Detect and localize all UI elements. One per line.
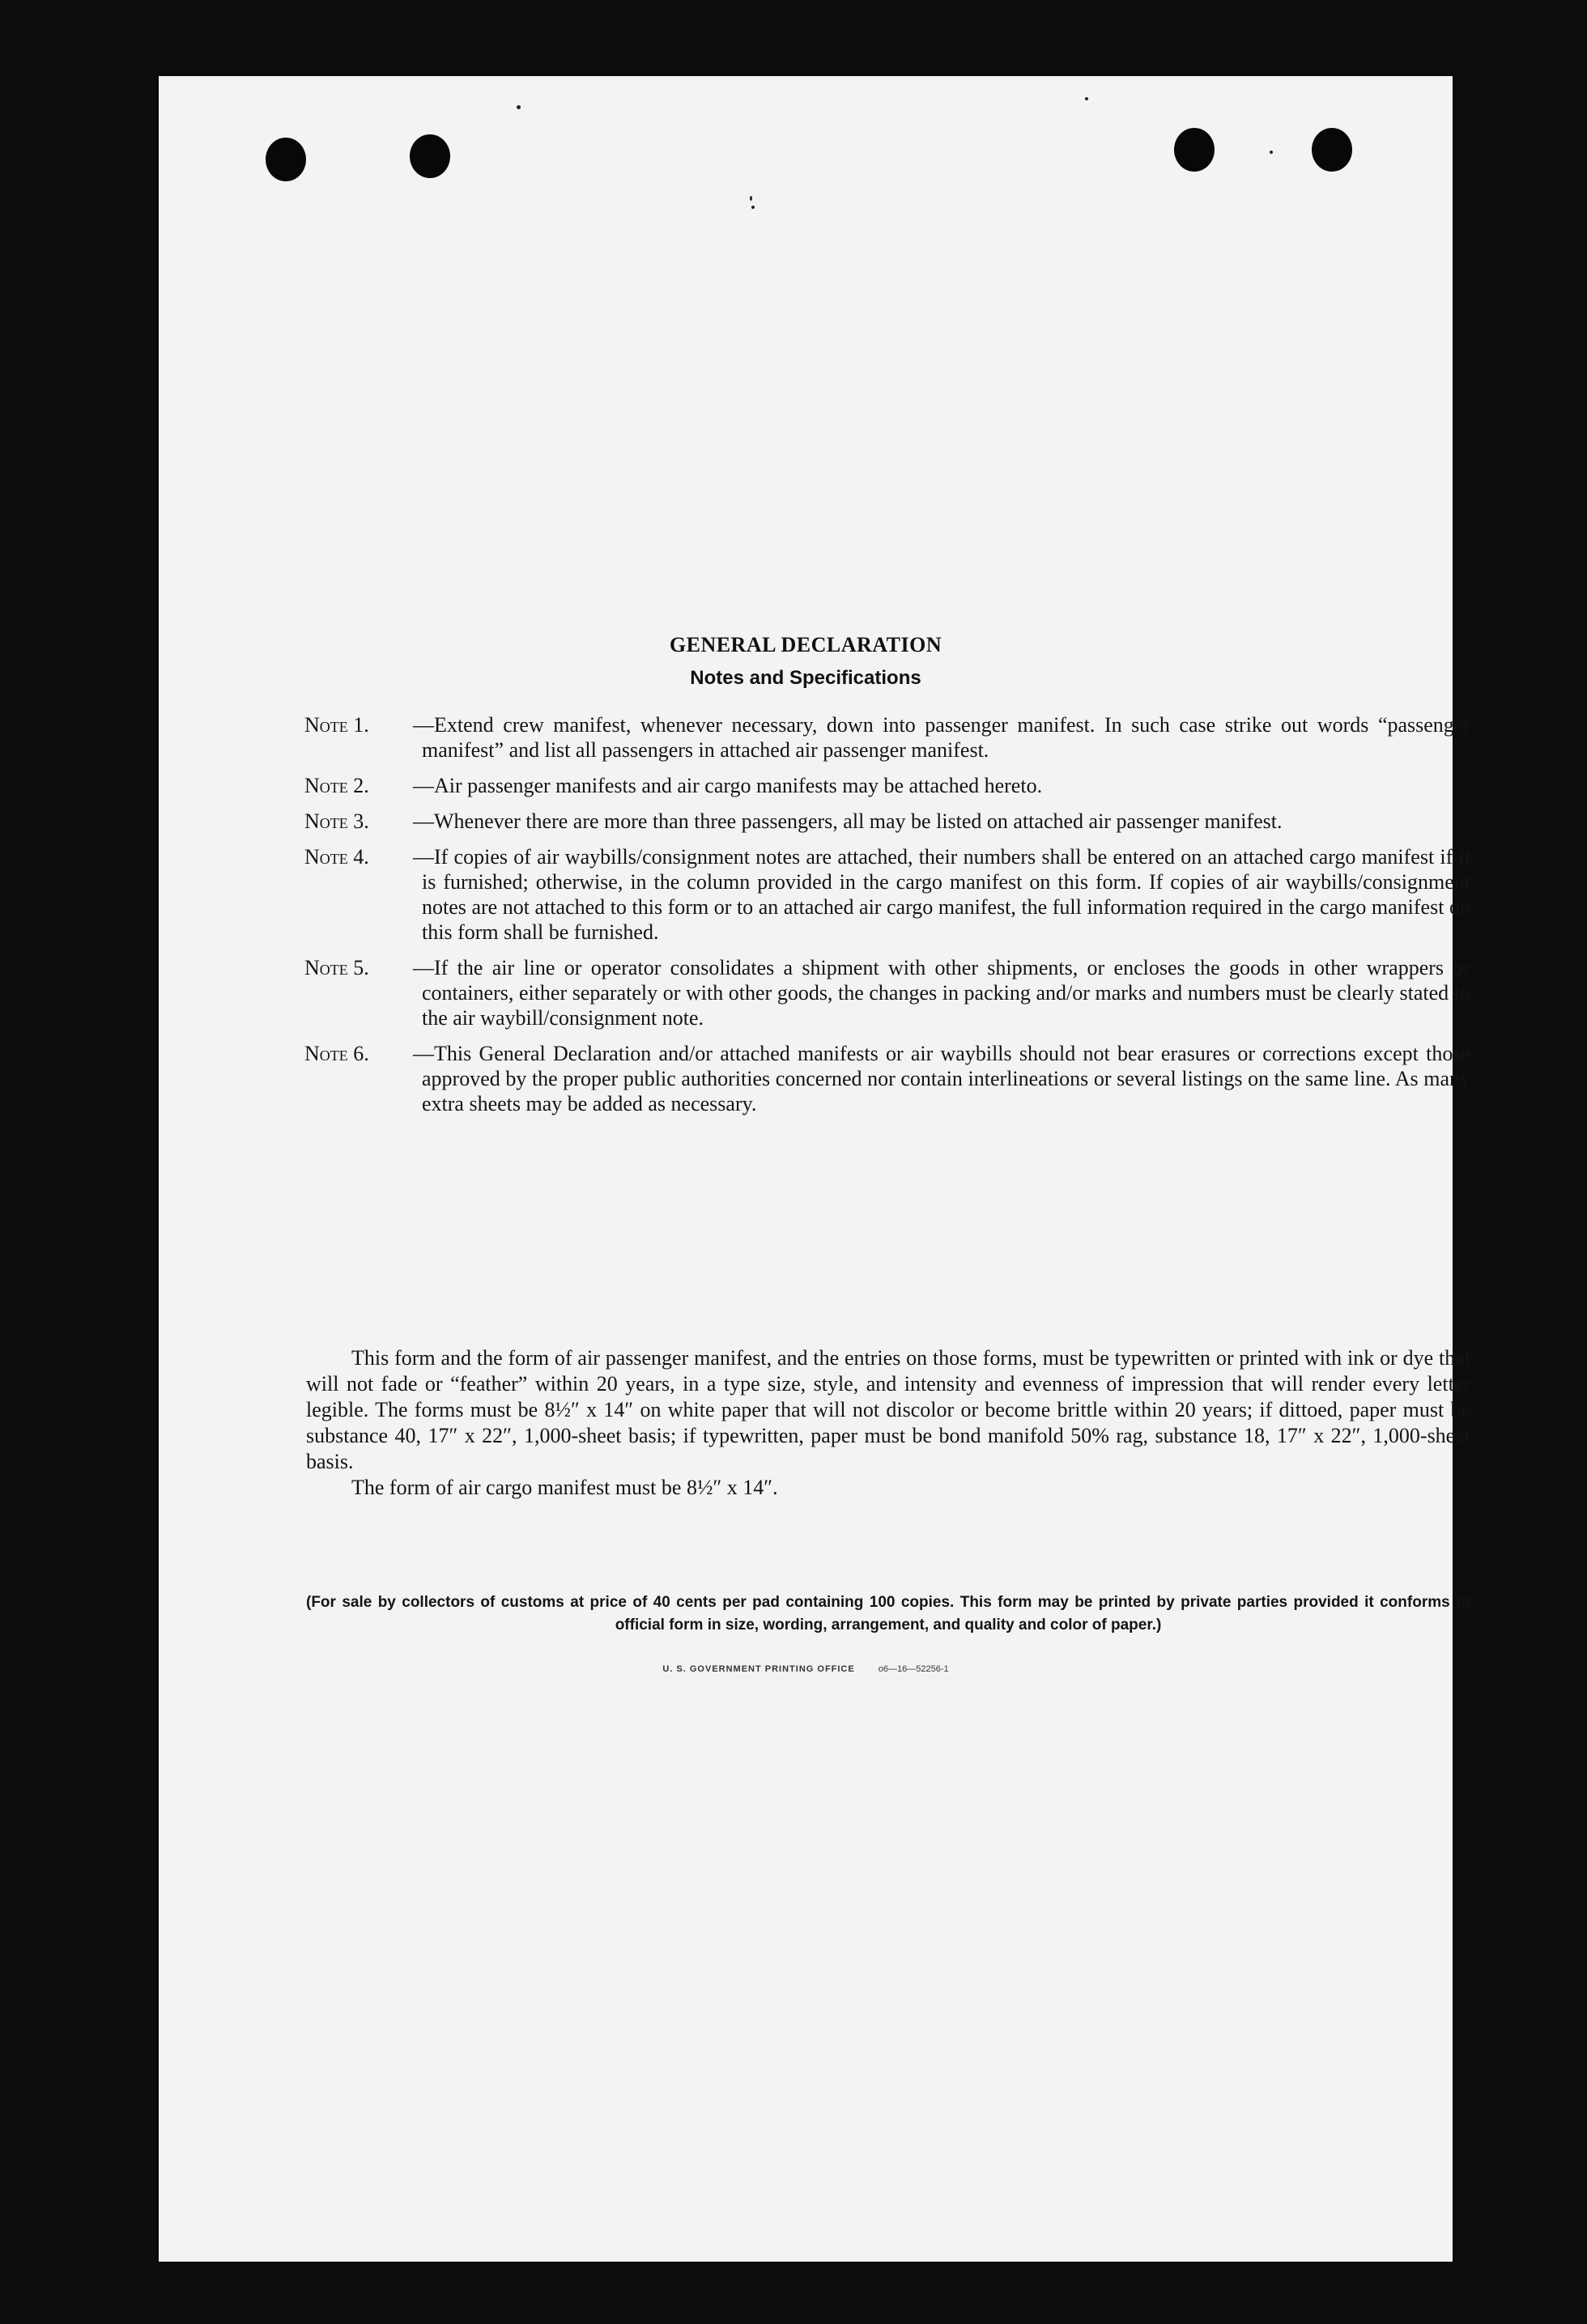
speck [517,105,521,109]
specification-paragraph: This form and the form of air passenger manifest, and the entries on those forms, must be typewritten or printed with ink or dye that will not fade or “feather” within 20 years, in a type size, style, and intensity and evenness of impression that will render every letter legible. The forms must be 8½″ x 14″ on white paper that will not discolor or become brittle within 20 years; if dittoed, paper must be substance 40, 17″ x 22″, 1,000-sheet basis; if typewritten, paper must be bond manifold 50% rag, substance 18, 17″ x 22″, 1,000-sheet basis. [306,1346,1470,1473]
note-label: Note 3. [304,809,369,833]
note-label: Note 1. [304,713,369,737]
document-subtitle: Notes and Specifications [690,667,921,689]
note-text: —Whenever there are more than three passengers, all may be listed on attached air passenger manifest. [413,809,1283,833]
print-code: o6—16—52256-1 [878,1664,949,1674]
punch-hole [1312,128,1352,172]
note-text: —This General Declaration and/or attached manifests or air waybills should not bear erasures or corrections except those approved by the proper public authorities concerned nor contain interlineations or several listings on the same line. As many extra sheets may be added as necessary. [413,1042,1470,1115]
speck [1270,151,1273,154]
note-text: —If the air line or operator consolidates a shipment with other shipments, or encloses the goods in other wrappers or containers, either separately or with other goods, the changes in packing and/or marks and numbers must be clearly stated in the air waybill/consignment note. [413,956,1470,1030]
note-text: —Air passenger manifests and air cargo manifests may be attached hereto. [413,774,1043,797]
note-label: Note 6. [304,1042,369,1065]
speck [750,196,752,201]
punch-hole [1174,128,1215,172]
note-label: Note 4. [304,845,369,869]
speck [1085,97,1088,100]
cargo-manifest-size: The form of air cargo manifest must be 8½″ x 14″. [351,1476,778,1499]
punch-hole [410,134,450,178]
document-title: GENERAL DECLARATION [669,633,942,656]
notes-list [304,712,1470,1127]
note-item [304,955,1470,1030]
note-text: —If copies of air waybills/consignment notes are attached, their numbers shall be entered on an attached cargo manifest if it is furnished; otherwise, in the column provided in the cargo manifest on this form. If copies of air waybills/consignment notes are not attached to this form or to an attached air cargo manifest, the full information required in the cargo manifest on this form shall be furnished. [413,845,1470,944]
note-label: Note 5. [304,956,369,979]
punch-hole [266,138,306,181]
document-page [159,76,1470,2262]
printer-imprint [159,1664,1453,1674]
printing-office: U. S. GOVERNMENT PRINTING OFFICE [662,1664,855,1674]
speck [751,206,755,209]
note-item [304,844,1470,945]
note-item [304,773,1470,798]
note-label: Note 2. [304,774,369,797]
note-item [304,809,1470,834]
note-text: —Extend crew manifest, whenever necessary, down into passenger manifest. In such case strike out words “passenger manifest” and list all passengers in attached air passenger manifest. [413,713,1470,762]
sale-notice: (For sale by collectors of customs at price of 40 cents per pad containing 100 copies. This form may be printed by private parties provided it conforms to official form in size, wording, arrangement, and quality and color of paper.) [306,1594,1470,1634]
note-item [304,1041,1470,1116]
form-specification [306,1345,1470,1501]
note-item [304,712,1470,763]
